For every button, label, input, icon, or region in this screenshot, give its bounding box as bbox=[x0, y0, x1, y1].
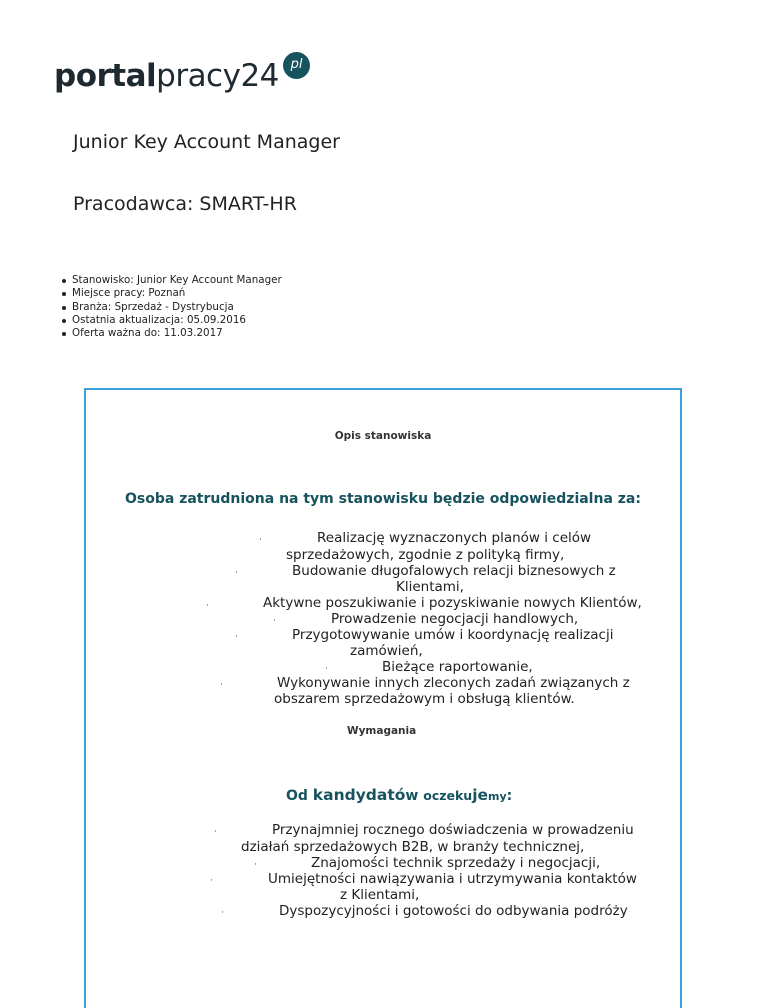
requirement-line: z Klientami, bbox=[340, 887, 420, 903]
duty-line: zamówień, bbox=[350, 643, 423, 659]
employer-line: Pracodawca: SMART-HR bbox=[73, 193, 297, 215]
bullet-dot: · bbox=[235, 632, 238, 642]
info-industry: Branża: Sprzedaż - Dystrybucja bbox=[62, 301, 282, 314]
bullet-dot: · bbox=[220, 680, 223, 690]
bullet-dot: · bbox=[210, 876, 213, 886]
bullet-dot: · bbox=[235, 568, 238, 578]
duty-line: sprzedażowych, zgodnie z polityką firmy, bbox=[286, 547, 565, 563]
bullet-dot: · bbox=[325, 664, 328, 674]
requirement-line: Znajomości technik sprzedaży i negocjacji, bbox=[311, 855, 601, 871]
requirements-heading: Wymagania bbox=[347, 725, 417, 737]
bullet-dot: · bbox=[206, 601, 209, 611]
requirement-line: Umiejętności nawiązywania i utrzymywania kontaktów bbox=[268, 871, 637, 887]
offer-content-box bbox=[84, 388, 682, 1008]
requirement-line: działań sprzedażowych B2B, w branży technicznej, bbox=[241, 839, 585, 855]
info-valid-until: Oferta ważna do: 11.03.2017 bbox=[62, 327, 282, 340]
duty-line: Realizację wyznaczonych planów i celów bbox=[317, 530, 592, 546]
duty-line: Klientami, bbox=[396, 579, 464, 595]
bullet-dot: · bbox=[273, 616, 276, 626]
duty-line: Przygotowywanie umów i koordynację realizacji bbox=[292, 627, 614, 643]
logo-pl-badge: pl bbox=[283, 52, 310, 79]
info-location: Miejsce pracy: Poznań bbox=[62, 287, 282, 300]
duty-line: obszarem sprzedażowym i obsługą klientów. bbox=[274, 691, 575, 707]
requirement-line: Przynajmniej rocznego doświadczenia w prowadzeniu bbox=[272, 822, 634, 838]
info-last-update: Ostatnia aktualizacja: 05.09.2016 bbox=[62, 314, 282, 327]
logo-wordmark: portalpracy24 bbox=[54, 58, 279, 94]
job-title: Junior Key Account Manager bbox=[73, 131, 340, 153]
description-heading: Opis stanowiska bbox=[334, 430, 432, 442]
bullet-dot: · bbox=[214, 827, 217, 837]
requirement-line: Dyspozycyjności i gotowości do odbywania podróży bbox=[279, 903, 628, 919]
requirements-intro: Od kandydatów oczekujemy: bbox=[286, 786, 513, 804]
bullet-dot: · bbox=[254, 860, 257, 870]
duty-line: Wykonywanie innych zleconych zadań związanych z bbox=[277, 675, 630, 691]
duty-line: Prowadzenie negocjacji handlowych, bbox=[331, 611, 579, 627]
responsibilities-intro: Osoba zatrudniona na tym stanowisku będzie odpowiedzialna za: bbox=[125, 491, 641, 507]
duty-line: Budowanie długofalowych relacji biznesowych z bbox=[292, 563, 616, 579]
duty-line: Bieżące raportowanie, bbox=[382, 659, 533, 675]
bullet-dot: · bbox=[221, 908, 224, 918]
info-position: Stanowisko: Junior Key Account Manager bbox=[62, 274, 282, 287]
bullet-dot: · bbox=[259, 535, 262, 545]
duty-line: Aktywne poszukiwanie i pozyskiwanie nowych Klientów, bbox=[263, 595, 642, 611]
job-info-list bbox=[62, 274, 282, 340]
